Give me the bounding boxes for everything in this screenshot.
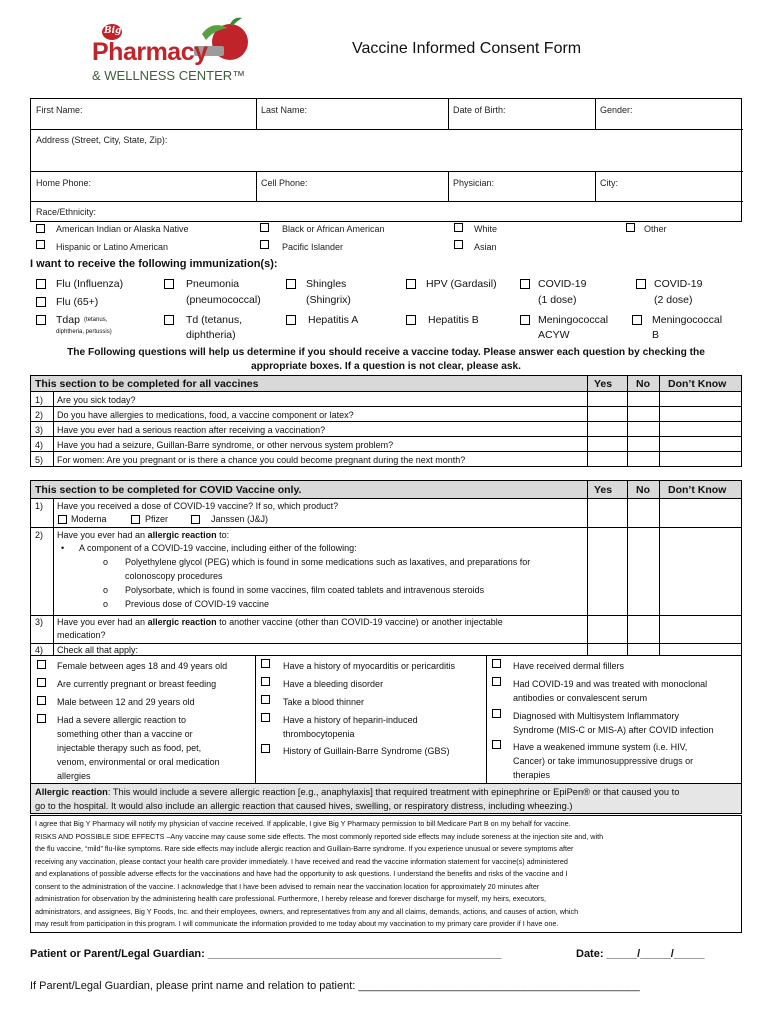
allergic-note-label: Allergic reaction <box>35 787 108 797</box>
covid1-checkbox[interactable] <box>520 279 530 289</box>
hepa-checkbox[interactable] <box>286 315 296 325</box>
dob-field[interactable]: Date of Birth: <box>453 105 506 115</box>
td-label: Td (tetanus, <box>186 314 243 326</box>
question-text: Have you had a seizure, Guillan-Barre syndrome, or other nervous system problem? <box>57 440 394 450</box>
pneumonia-checkbox[interactable] <box>164 279 174 289</box>
q-number: 2) <box>35 530 44 540</box>
race-checkbox[interactable] <box>260 240 269 249</box>
question-text <box>57 617 503 627</box>
consent-line: RISKS AND POSSIBLE SIDE EFFECTS –Any vaccine may cause some side effects. The most commonly reported side effects may include soreness at the injection site and, with <box>35 831 604 841</box>
condition-label: Diagnosed with Multisystem Inflammatory <box>513 711 680 721</box>
pfizer-label: Pfizer <box>145 514 169 524</box>
immunization-heading: I want to receive the following immunization(s): <box>30 258 278 270</box>
condition-checkbox[interactable] <box>492 659 501 668</box>
race-checkbox[interactable] <box>626 223 635 232</box>
q2-text-c: to: <box>216 530 230 540</box>
condition-label: injectable therapy such as food, pet, <box>57 743 202 753</box>
consent-line: administration for observation by the administering health care professional. Furthermore, I hereby release and forever discharge for myself, my heirs, executors, <box>35 894 546 903</box>
physician-field[interactable]: Physician: <box>453 178 495 188</box>
instructions <box>30 346 742 374</box>
janssen-checkbox[interactable] <box>191 515 200 524</box>
condition-label: Have a history of myocarditis or pericarditis <box>283 661 456 671</box>
condition-checkbox[interactable] <box>37 714 46 723</box>
race-checkbox[interactable] <box>260 223 269 232</box>
question-text: Are you sick today? <box>57 395 136 405</box>
race-option: Black or African American <box>282 224 385 234</box>
covid2-checkbox[interactable] <box>636 279 646 289</box>
dk-header: Don’t Know <box>668 484 727 496</box>
td-checkbox[interactable] <box>164 315 174 325</box>
consent-line: I agree that Big Y Pharmacy will notify my physician of vaccine received. If applicable, I give Big Y Pharmacy permission to bill Medicare Part B on my behalf for vaccine. <box>35 819 571 828</box>
logo-sub: & WELLNESS CENTER™ <box>92 68 246 83</box>
race-option: White <box>474 224 498 234</box>
address-field[interactable]: Address (Street, City, State, Zip): <box>36 135 168 145</box>
logo-brand-small: Big Y <box>104 26 131 36</box>
q-number: 4) <box>35 645 44 655</box>
immunization-options <box>30 276 742 346</box>
allergic-note-line <box>35 785 737 799</box>
allergic-note-line: go to the hospital. It would also include an allergic reaction that caused hives, swelling, or respiratory distress, including wheezing.) <box>35 801 573 811</box>
sub-bullet-text: colonoscopy procedures <box>125 571 223 581</box>
sub-bullet-text: Polysorbate, which is found in some vaccines, film coated tablets and intravenous steroids <box>125 585 485 595</box>
q-number: 1) <box>35 395 44 405</box>
race-checkbox[interactable] <box>36 224 45 233</box>
race-option: Asian <box>474 242 497 252</box>
condition-label: allergies <box>57 771 91 781</box>
covid2-label: COVID-19 <box>654 278 703 290</box>
hepb-label: Hepatitis B <box>428 314 479 326</box>
q-number: 5) <box>35 455 44 465</box>
menacwy-label: Meningococcal <box>538 314 609 326</box>
menacwy-checkbox[interactable] <box>520 315 530 325</box>
covid2-sub: (2 dose) <box>654 294 693 306</box>
shingles-label: Shingles <box>306 278 347 290</box>
hpv-checkbox[interactable] <box>406 279 416 289</box>
condition-label: Male between 12 and 29 years old <box>57 697 195 707</box>
yes-header: Yes <box>594 484 613 496</box>
flu65-checkbox[interactable] <box>36 297 46 307</box>
covid1-label: COVID-19 <box>538 278 587 290</box>
condition-label: Have a weakened immune system (i.e. HIV, <box>513 742 688 752</box>
yes-header: Yes <box>594 378 613 390</box>
q3-text-c: to another vaccine (other than COVID-19 vaccine) or another injectable <box>216 617 503 627</box>
pneumonia-label: Pneumonia <box>186 278 240 290</box>
menacwy-sub: ACYW <box>538 329 570 341</box>
condition-label: therapies <box>513 770 551 780</box>
race-option: Pacific Islander <box>282 242 344 252</box>
tdap-sub2: diphtheria, pertussis) <box>56 329 112 335</box>
sub-bullet-text: Polyethylene glycol (PEG) which is found in some medications such as laxatives, and preparations for <box>125 557 531 567</box>
sub-bullet-icon: o <box>103 557 109 567</box>
q-number: 4) <box>35 440 44 450</box>
question-text <box>57 530 229 540</box>
last-name-field[interactable]: Last Name: <box>261 105 308 115</box>
condition-label: Had a severe allergic reaction to <box>57 715 187 725</box>
condition-checkbox[interactable] <box>261 659 270 668</box>
condition-label: Take a blood thinner <box>283 697 365 707</box>
covid1-sub: (1 dose) <box>538 294 577 306</box>
consent-line: consent to the administration of the vaccine. I acknowledge that I have been advised to remain near the vaccination location for approximately 20 minutes after <box>35 881 540 891</box>
condition-label: Syndrome (MIS-C or MIS-A) after COVID infection <box>513 725 714 735</box>
dk-header: Don’t Know <box>668 378 727 390</box>
sub-bullet-text: Previous dose of COVID-19 vaccine <box>125 599 270 609</box>
section1-title: This section to be completed for all vaccines <box>35 378 259 390</box>
instructions-line: appropriate boxes. If a question is not clear, please ask. <box>250 361 522 372</box>
section2-title: This section to be completed for COVID Vaccine only. <box>35 484 302 496</box>
consent-line: administrators, and assignees, Big Y Foods, Inc. and their employees, owners, and representatives from any and all claims, demands, actions, and causes of action, which <box>35 906 579 916</box>
hepa-label: Hepatitis A <box>308 314 359 326</box>
td-sub: diphtheria) <box>186 329 236 341</box>
home-phone-field[interactable]: Home Phone: <box>36 178 92 188</box>
condition-label: Have a history of heparin-induced <box>283 715 418 725</box>
condition-label: History of Guillain-Barre Syndrome (GBS) <box>283 746 450 756</box>
bullet-text: A component of a COVID-19 vaccine, including either of the following: <box>79 543 357 553</box>
q3-text-a: Have you ever had an <box>57 617 148 627</box>
allergic-note <box>30 784 742 814</box>
tdap-sub1: (tetanus, <box>84 317 108 323</box>
condition-label: Have a bleeding disorder <box>283 679 384 689</box>
consent-line: may result from participation in this program. I will communicate the information provided to me today about my vaccination to my primary care provider if I have one. <box>35 919 559 928</box>
city-field[interactable]: City: <box>600 178 618 188</box>
flu-checkbox[interactable] <box>36 279 46 289</box>
question-text: Check all that apply: <box>57 645 139 655</box>
condition-checkbox[interactable] <box>37 696 46 705</box>
no-header: No <box>636 484 650 496</box>
condition-label: antibodies or convalescent serum <box>513 693 648 703</box>
condition-checkbox[interactable] <box>492 709 501 718</box>
consent-line: receiving any vaccination, please contact your health care provider immediately. I have received and read the vaccine information statement for vaccine(s) administered <box>35 856 568 866</box>
menb-label: Meningococcal <box>652 314 723 326</box>
condition-label: venom, environmental or oral medication <box>57 757 220 767</box>
date-field[interactable]: Date: _____/_____/_____ <box>576 948 705 960</box>
condition-checkbox[interactable] <box>261 695 270 704</box>
condition-label: Cancer) or take immunosuppressive drugs or <box>513 756 694 766</box>
info-grid <box>30 98 742 222</box>
race-checkbox[interactable] <box>454 240 463 249</box>
patient-signature-field[interactable]: Patient or Parent/Legal Guardian: ________________________________________________ <box>30 948 502 960</box>
sub-bullet-icon: o <box>103 599 109 609</box>
race-option: Other <box>644 224 667 234</box>
menb-checkbox[interactable] <box>632 315 642 325</box>
check-all-box <box>30 656 742 784</box>
condition-label: Have received dermal fillers <box>513 661 625 671</box>
race-option: American Indian or Alaska Native <box>56 224 189 234</box>
q-number: 1) <box>35 501 44 511</box>
question-text: For women: Are you pregnant or is there a chance you could become pregnant during the next month? <box>57 455 466 465</box>
condition-label: thrombocytopenia <box>283 729 355 739</box>
race-checkbox[interactable] <box>36 240 45 249</box>
menb-sub: B <box>652 329 660 341</box>
question-text: Do you have allergies to medications, food, a vaccine component or latex? <box>57 410 354 420</box>
flu-label: Flu (Influenza) <box>56 278 124 290</box>
moderna-checkbox[interactable] <box>58 515 67 524</box>
logo <box>82 16 272 94</box>
question-text: Have you received a dose of COVID-19 vaccine? If so, which product? <box>57 501 339 511</box>
pfizer-checkbox[interactable] <box>131 515 140 524</box>
race-options <box>30 222 742 258</box>
cell-phone-field[interactable]: Cell Phone: <box>261 178 308 188</box>
tdap-label: Tdap <box>56 314 80 326</box>
logo-brand: Pharmacy <box>92 38 208 66</box>
race-checkbox[interactable] <box>454 223 463 232</box>
consent-line: and explanations of possible adverse effects for the vaccinations and have had the opportunity to ask questions. I understand the benefits and risks of the vaccine and I <box>35 869 568 878</box>
q2-text-a: Have you ever had an <box>57 530 148 540</box>
hepb-checkbox[interactable] <box>406 315 416 325</box>
q-number: 3) <box>35 425 44 435</box>
shingles-checkbox[interactable] <box>286 279 296 289</box>
flu65-label: Flu (65+) <box>56 296 99 308</box>
sub-bullet-icon: o <box>103 585 109 595</box>
section1-table <box>30 375 742 467</box>
q3-text-b: allergic reaction <box>147 617 217 627</box>
guardian-field[interactable]: If Parent/Legal Guardian, please print name and relation to patient: ______________________________________________ <box>30 980 640 992</box>
consent-line: the flu vaccine, “mild” flu-like symptoms. Rare side effects may include allergic reaction and Guillain-Barre syndrome. If you experience unusual or severe symptoms after <box>35 844 574 853</box>
bullet-icon: • <box>61 543 65 553</box>
gender-field[interactable]: Gender: <box>600 105 633 115</box>
consent-box <box>30 815 742 933</box>
allergic-note-text: : This would include a severe allergic reaction [e.g., anaphylaxis] that required treatment with epinephrine or EpiPen® or that caused you to <box>107 787 680 797</box>
condition-label: Are currently pregnant or breast feeding <box>57 679 217 689</box>
condition-label: Had COVID-19 and was treated with monoclonal <box>513 679 708 689</box>
question-text: Have you ever had a serious reaction after receiving a vaccination? <box>57 425 326 435</box>
condition-checkbox[interactable] <box>492 677 501 686</box>
page-title: Vaccine Informed Consent Form <box>352 40 582 57</box>
race-option: Hispanic or Latino American <box>56 242 169 252</box>
q-number: 3) <box>35 617 44 627</box>
race-label: Race/Ethnicity: <box>36 207 97 217</box>
pneumonia-sub: (pneumococcal) <box>186 294 261 306</box>
hpv-label: HPV (Gardasil) <box>426 278 497 290</box>
moderna-label: Moderna <box>71 514 107 524</box>
condition-checkbox[interactable] <box>492 740 501 749</box>
shingles-sub: (Shingrix) <box>306 294 351 306</box>
question-text: medication? <box>57 630 106 640</box>
condition-checkbox[interactable] <box>261 744 270 753</box>
janssen-label: Janssen (J&J) <box>211 514 269 524</box>
condition-checkbox[interactable] <box>37 678 46 687</box>
first-name-field[interactable]: First Name: <box>36 105 83 115</box>
condition-checkbox[interactable] <box>261 677 270 686</box>
tdap-checkbox[interactable] <box>36 315 46 325</box>
condition-label: Female between ages 18 and 49 years old <box>57 661 228 671</box>
q2-text-b: allergic reaction <box>147 530 217 540</box>
section2-table <box>30 480 742 656</box>
condition-checkbox[interactable] <box>37 660 46 669</box>
condition-label: something other than a vaccine or <box>57 729 193 739</box>
instructions-line: The Following questions will help us determine if you should receive a vaccine today. Please answer each question by checking the <box>67 347 705 358</box>
no-header: No <box>636 378 650 390</box>
condition-checkbox[interactable] <box>261 713 270 722</box>
q-number: 2) <box>35 410 44 420</box>
